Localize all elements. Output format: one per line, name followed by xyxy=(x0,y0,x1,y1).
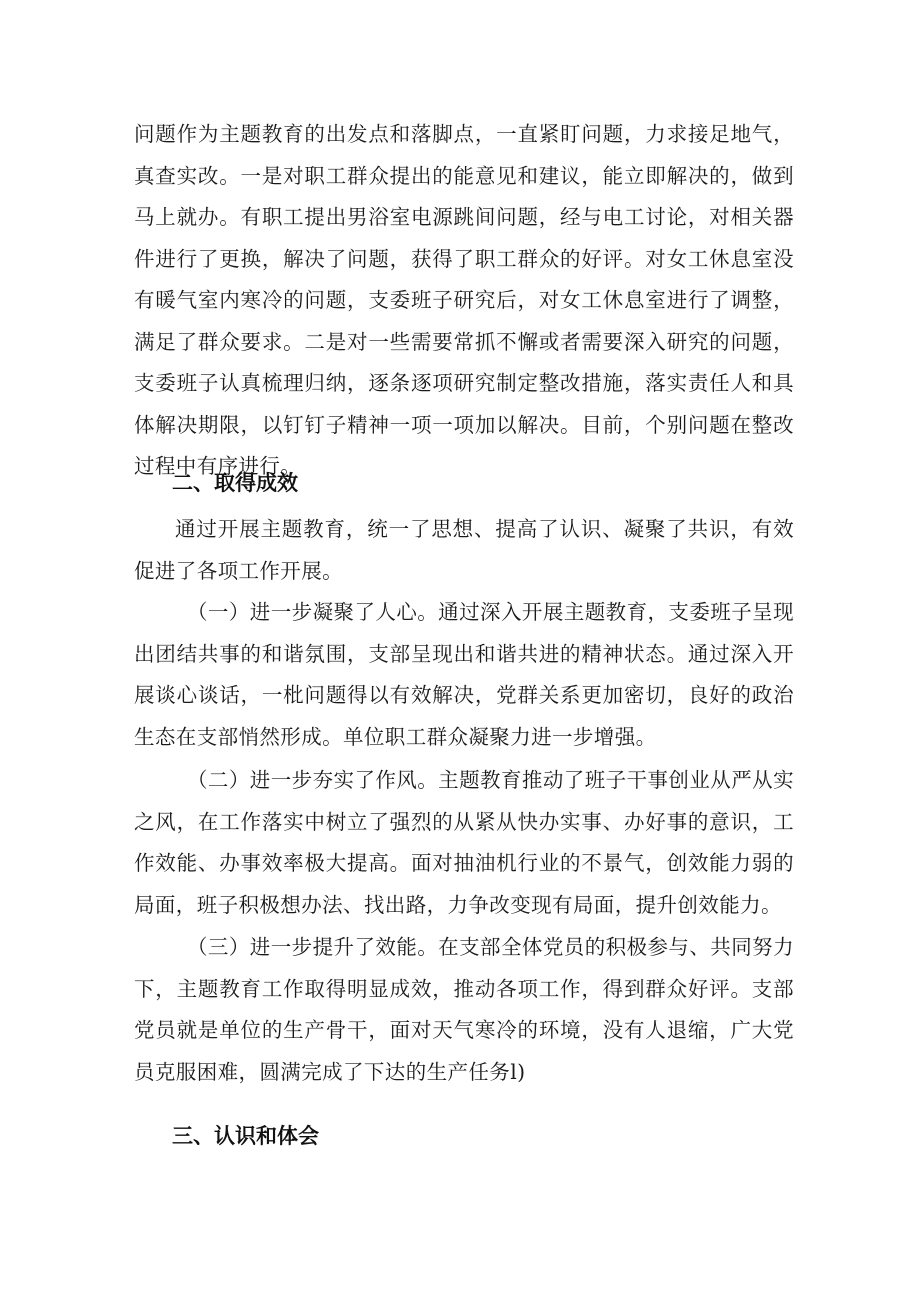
section-heading-results: 二、取得成效 xyxy=(172,471,298,495)
paragraph-results-cohesion: （一）进一步凝聚了人心。通过深入开展主题教育，支委班子呈现出团结共事的和谐氛围，支部呈现出和谐共进的精神状态。通过深入开展谈心谈话，一枇问题得以有效解决，党群关系更加密切，良好的政治生态在支部悄然形成。单位职工群众凝聚力进一步增强。 xyxy=(134,600,794,749)
paragraph-results-intro: 通过开展主题教育，统一了思想、提高了认识、凝聚了共识，有效促进了各项工作开展。 xyxy=(134,517,794,583)
paragraph-results-efficiency: （三）进一步提升了效能。在支部全体党员的积极参与、共同努力下，主题教育工作取得明显成效，推动各项工作，得到群众好评。支部党员就是单位的生产骨干，面对天气寒冷的环境，没有人退缩，广大党员克服困难，圆满完成了下达的生产任务l) xyxy=(134,935,794,1084)
paragraph-rectification: 问题作为主题教育的出发点和落脚点，一直紧盯问题，力求接足地气，真查实改。一是对职工群众提出的能意见和建议，能立即解决的，做到马上就办。有职工提出男浴室电源跳间问题，经与电工讨论，对相关器件进行了更换，解决了问题，获得了职工群众的好评。对女工休息室没有暖气室内寒冷的问题，支委班子研究后，对女工休息室进行了调整，满足了群众要求。二是对一些需要常抓不懈或者需要深入研究的问题，支委班子认真梳理归纳，逐条逐项研究制定整改措施，落实责任人和具体解决期限，以钉钉子精神一项一项加以解决。目前，个别问题在整改过程中有序进行。 xyxy=(134,122,794,478)
section-heading-understanding: 三、认识和体会 xyxy=(172,1124,319,1148)
paragraph-results-work-style: （二）进一步夯实了作风。主题教育推动了班子干事创业从严从实之风，在工作落实中树立了强烈的从紧从快办实事、办好事的意识，工作效能、办事效率极大提高。面对抽油机行业的不景气，创效能力弱的局面，班子积极想办法、找出路，力争改变现有局面，提升创效能力。 xyxy=(134,768,794,917)
